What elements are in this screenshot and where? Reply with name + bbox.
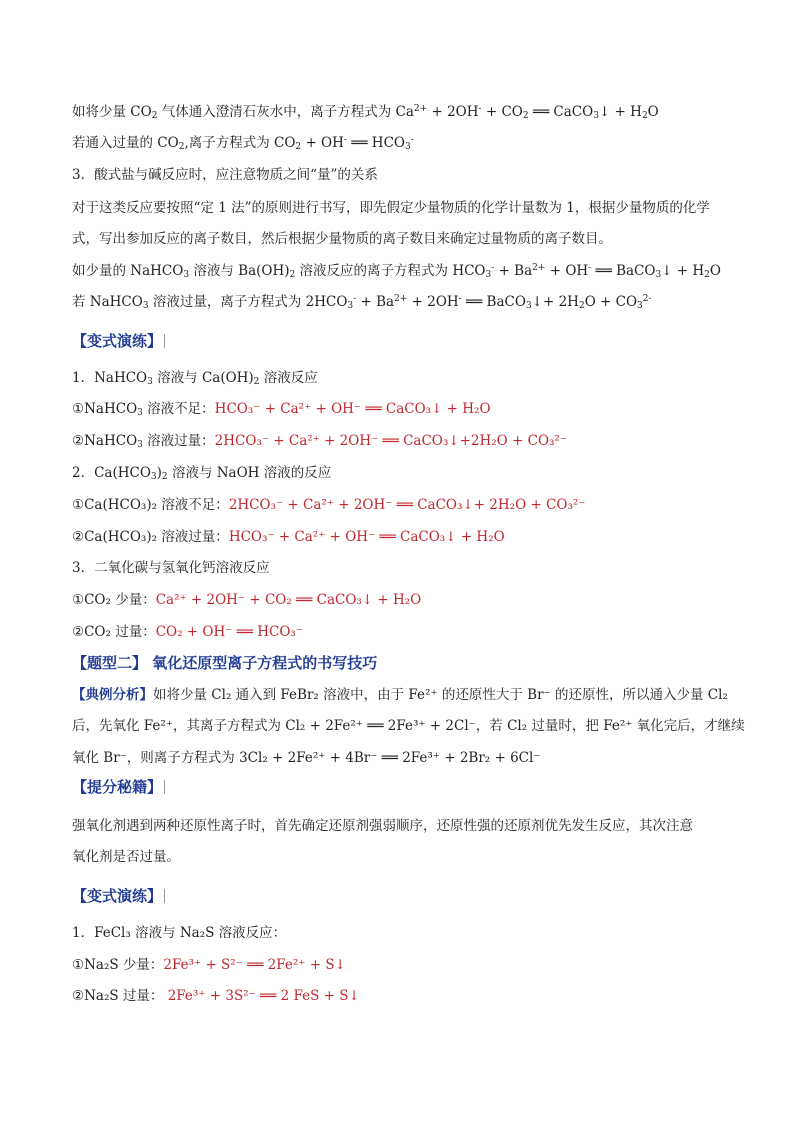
- exercise-title: 2．$Ca(HCO_3)_2$ 溶液与 NaOH 溶液的反应: [72, 465, 332, 482]
- analysis-line: 【典例分析】如将少量 Cl₂ 通入到 FeBr₂ 溶液中，由于 Fe²⁺ 的还原性大于 Br⁻ 的还原性，所以通入少量 Cl₂: [72, 687, 728, 703]
- paragraph-line: 对于这类反应要按照“定 1 法”的原则进行书写，即先假定少量物质的化学计量数为 1，根据少量物质的化学: [72, 200, 710, 216]
- heading-marker: [164, 780, 169, 794]
- text-line: 如将少量 $CO_2$ 气体通入澄清石灰水中，离子方程式为 $Ca^{2+} + 2OH^- + CO_2$ ══ CaCO$_3$↓ + $H_2O$: [72, 104, 659, 121]
- answer-line: ①Ca(HCO₃)₂ 溶液不足：2HCO₃⁻ + Ca²⁺ + 2OH⁻ ══ CaCO₃↓+ 2H₂O + CO₃²⁻: [72, 497, 586, 513]
- answer-line: ①NaHCO$_3$ 溶液不足：HCO₃⁻ + Ca²⁺ + OH⁻ ══ CaCO₃↓ + H₂O: [72, 401, 491, 418]
- heading-variant-practice: 【变式演练】: [72, 330, 169, 351]
- analysis-line: 后，先氧化 Fe²⁺，其离子方程式为 Cl₂ + 2Fe²⁺ ══ 2Fe³⁺ + 2Cl⁻，若 Cl₂ 过量时，把 Fe²⁺ 氧化完后，才继续: [72, 718, 745, 734]
- text-line: 若 NaHCO$_3$ 溶液过量，离子方程式为 $2HCO_3^- + Ba^{2+} + 2OH^-$ ══ BaCO$_3$↓+ $2H_2O + CO_3^{2-}$: [72, 294, 652, 311]
- exercise-title: 3．二氧化碳与氢氧化钙溶液反应: [72, 560, 270, 576]
- answer-line: ②Ca(HCO₃)₂ 溶液过量：HCO₃⁻ + Ca²⁺ + OH⁻ ══ CaCO₃↓ + H₂O: [72, 529, 505, 545]
- answer-line: ②NaHCO$_3$ 溶液过量：2HCO₃⁻ + Ca²⁺ + 2OH⁻ ══ CaCO₃↓+2H₂O + CO₃²⁻: [72, 433, 567, 450]
- answer-line: ①Na₂S 少量：2Fe³⁺ + S²⁻ ══ 2Fe²⁺ + S↓: [72, 957, 346, 973]
- analysis-line: 氧化 Br⁻，则离子方程式为 3Cl₂ + 2Fe²⁺ + 4Br⁻ ══ 2Fe³⁺ + 2Br₂ + 6Cl⁻: [72, 750, 541, 766]
- exercise-title: 1．NaHCO$_3$ 溶液与 $Ca(OH)_2$ 溶液反应: [72, 370, 318, 387]
- tips-line: 强氧化剂遇到两种还原性离子时，首先确定还原剂强弱顺序，还原性强的还原剂优先发生反应，其次注意: [72, 818, 693, 834]
- heading-variant-practice: 【变式演练】: [72, 885, 169, 906]
- text-line: 如少量的 NaHCO$_3$ 溶液与 $Ba(OH)_2$ 溶液反应的离子方程式为 $HCO_3^- + Ba^{2+} + OH^-$ ══ BaCO$_3$↓ + $H_2O$: [72, 263, 721, 280]
- heading-marker: [164, 889, 169, 903]
- tips-line: 氧化剂是否过量。: [72, 849, 180, 865]
- exercise-title: 1．FeCl₃ 溶液与 Na₂S 溶液反应：: [72, 925, 287, 941]
- answer-line: ①CO₂ 少量：Ca²⁺ + 2OH⁻ + CO₂ ══ CaCO₃↓ + H₂O: [72, 592, 422, 608]
- heading-marker: [164, 334, 169, 348]
- section-title: 3．酸式盐与碱反应时，应注意物质之间“量”的关系: [72, 167, 378, 183]
- answer-line: ②CO₂ 过量：CO₂ + OH⁻ ══ HCO₃⁻: [72, 624, 303, 640]
- text-line: 若通入过量的 $CO_2$,离子方程式为 $CO_2 + OH^-$ ══ $HCO_3^-$: [72, 135, 414, 152]
- heading-tips: 【提分秘籍】: [72, 776, 169, 797]
- paragraph-line: 式，写出参加反应的离子数目，然后根据少量物质的离子数目来确定过量物质的离子数目。: [72, 231, 612, 247]
- heading-question-type-two: 【题型二】 氧化还原型离子方程式的书写技巧: [72, 654, 378, 672]
- answer-line: ②Na₂S 过量： 2Fe³⁺ + 3S²⁻ ══ 2 FeS + S↓: [72, 988, 360, 1004]
